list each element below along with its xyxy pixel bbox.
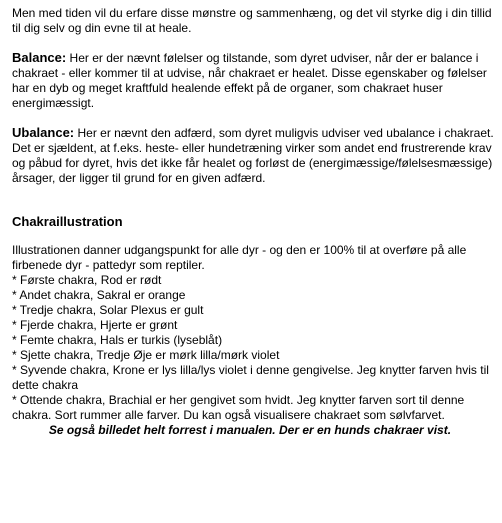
manual-note: Se også billedet helt forrest i manualen. Der er en hunds chakraer vist. — [48, 423, 452, 437]
balance-term: Balance: — [12, 50, 67, 65]
balance-paragraph — [12, 50, 496, 111]
list-item: * Ottende chakra, Brachial er her gengivet som hvidt. Jeg knytter farven sort til denne chakra. Sort rummer alle farver. Du kan også visualisere chakraet som sølvfarvet. — [12, 393, 465, 422]
list-item: * Andet chakra, Sakral er orange — [12, 288, 186, 302]
list-item: * Tredje chakra, Solar Plexus er gult — [12, 303, 204, 317]
ubalance-paragraph — [12, 125, 496, 186]
list-item: * Femte chakra, Hals er turkis (lyseblåt) — [12, 333, 223, 347]
list-item: * Syvende chakra, Krone er lys lilla/lys violet i denne gengivelse. Jeg knytter farven hvis til dette chakra — [12, 363, 489, 392]
intro-paragraph: Men med tiden vil du erfare disse mønstre og sammenhæng, og det vil styrke dig i din tillid til dig selv og din evne til at heale. — [12, 6, 492, 35]
section-heading: Chakraillustration — [12, 214, 123, 229]
document-page — [12, 6, 496, 438]
ubalance-text: Her er nævnt den adfærd, som dyret muligvis udviser ved ubalance i chakraet. Det er sjældent, at f.eks. heste- eller hundetræning virker som andet end frustrerende krav og påbud for dyret, hvis det ikke får healet og forløst de (energimæssige/følelsesmæssige) årsager, der ligger til grund for en given adfærd. — [12, 126, 494, 185]
balance-text: Her er der nævnt følelser og tilstande, som dyret udviser, når der er balance i chakraet - eller kommer til at udvise, når chakraet er healet. Disse egenskaber og følelser har en dyb og meget kraftfuld healende effekt på de organer, som chakraet huser energimæssigt. — [12, 51, 487, 110]
ubalance-term: Ubalance: — [12, 125, 75, 140]
list-item: * Fjerde chakra, Hjerte er grønt — [12, 318, 178, 332]
section-intro: Illustrationen danner udgangspunkt for alle dyr - og den er 100% til at overføre på alle firbenede dyr - pattedyr som reptiler. — [12, 243, 467, 272]
list-item: * Sjette chakra, Tredje Øje er mørk lilla/mørk violet — [12, 348, 280, 362]
list-item: * Første chakra, Rod er rødt — [12, 273, 162, 287]
chakra-list — [12, 273, 496, 423]
